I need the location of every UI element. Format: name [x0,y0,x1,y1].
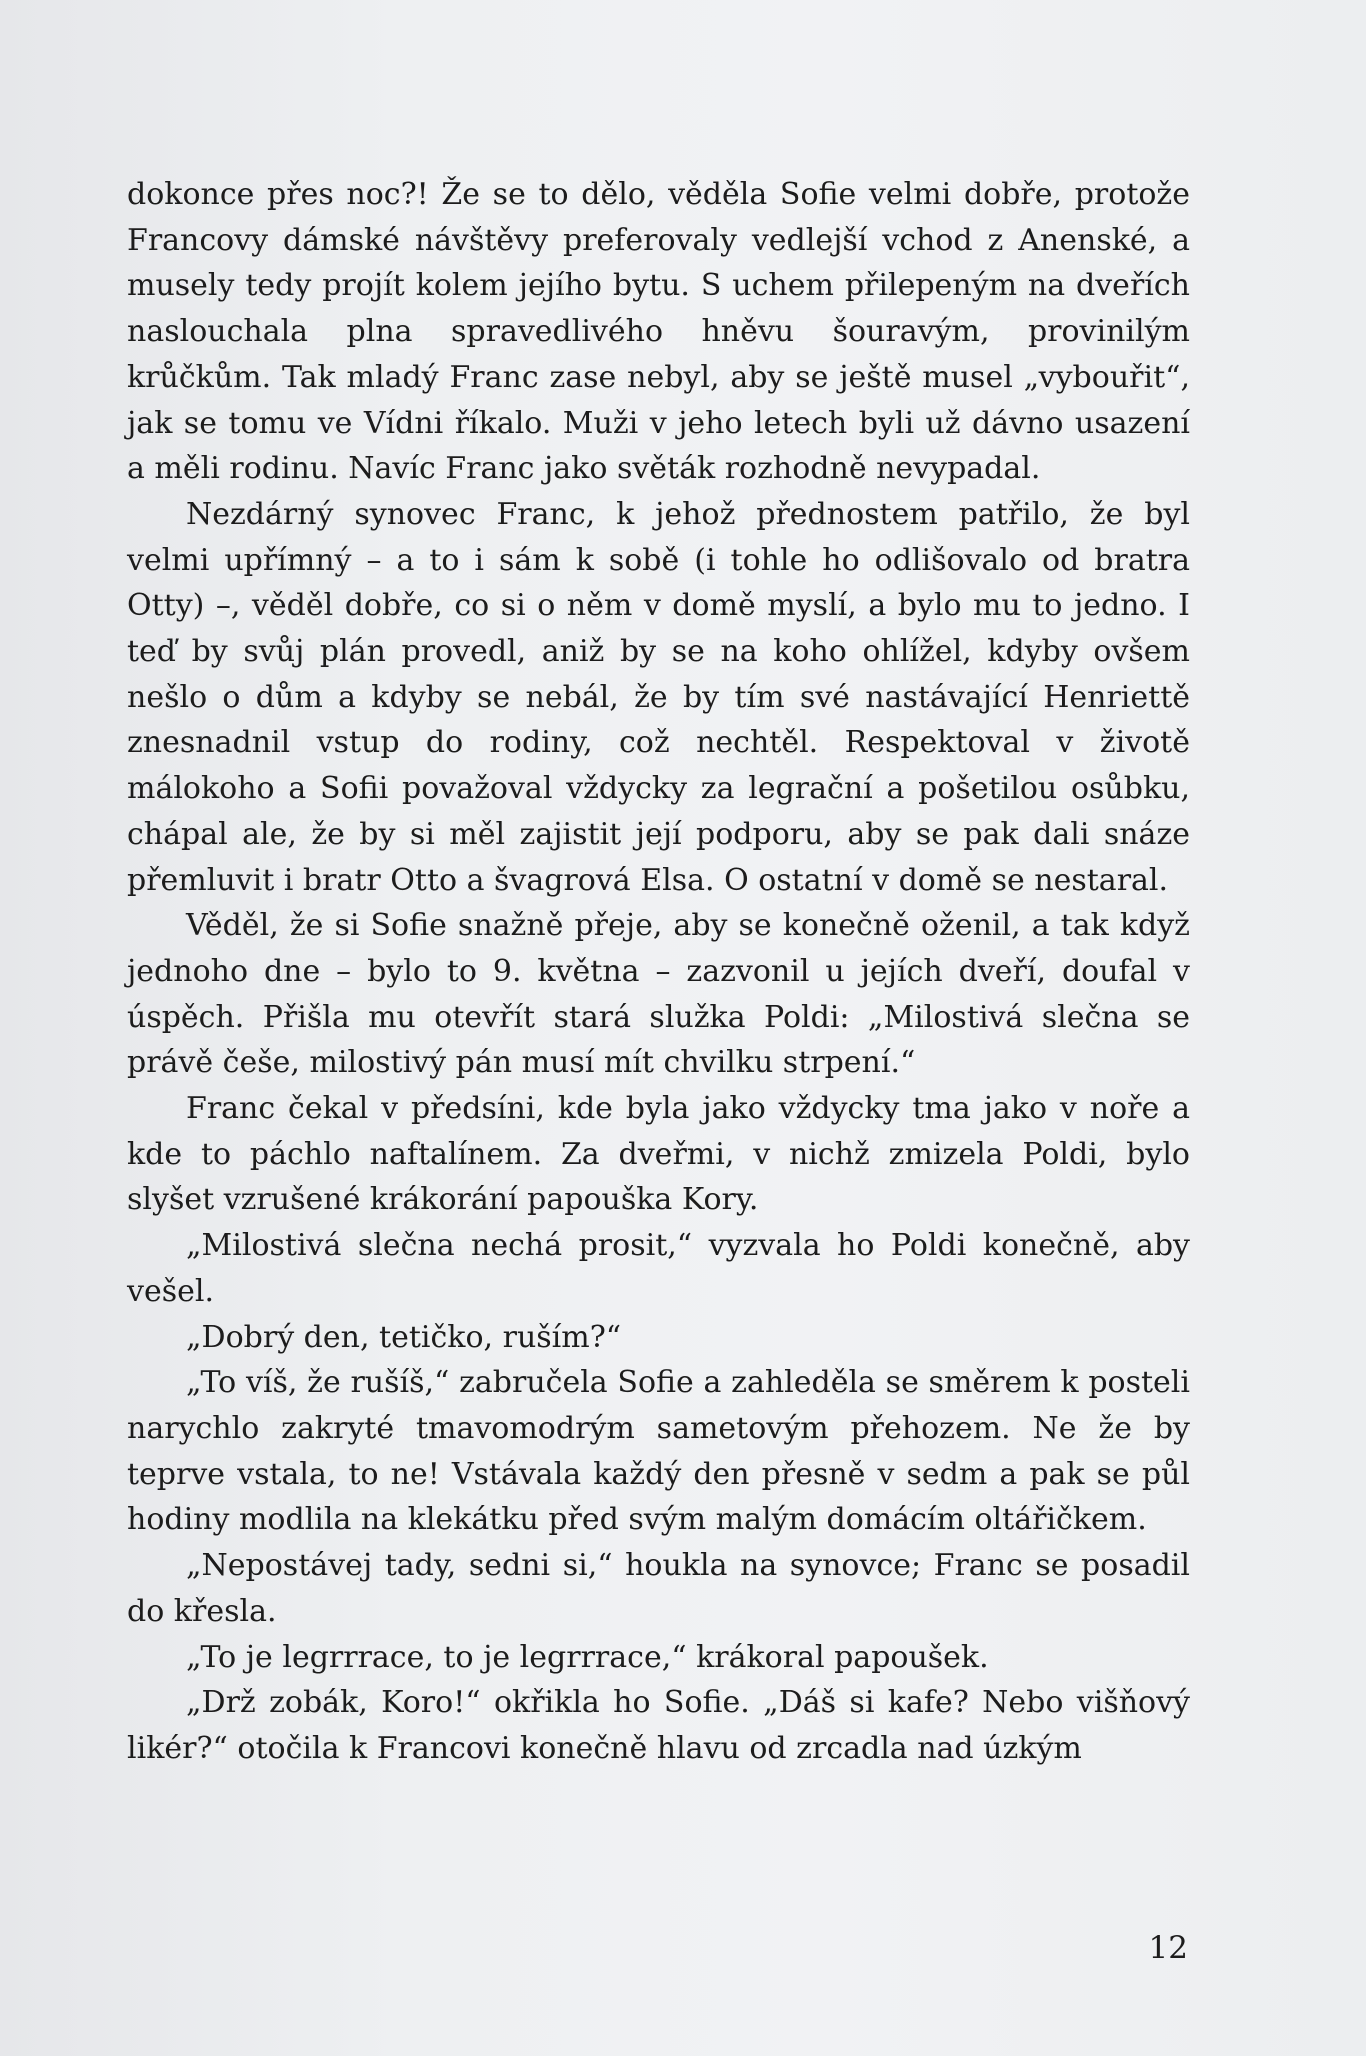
paragraph: „Dobrý den, tetičko, ruším?“ [186,1319,622,1355]
paragraph: „Drž zobák, Koro!“ okřikla ho Sofie. „Dáš si kafe? Nebo višňový likér?“ otočila k Francovi konečně hlavu od zrcadla nad úzkým [127,1685,1190,1766]
page-number: 12 [1148,1930,1188,1966]
paragraph: „Nepostávej tady, sedni si,“ houkla na synovce; Franc se posadil do křesla. [127,1548,1190,1629]
paragraph: „To je legrrrace, to je legrrrace,“ krákoral papoušek. [186,1639,989,1675]
paragraph: Franc čekal v předsíni, kde byla jako vždycky tma jako v noře a kde to páchlo naftalínem. Za dveřmi, v nichž zmizela Poldi, bylo slyšet vzrušené krákorání papouška Kory. [127,1091,1190,1218]
paragraph: Nezdárný synovec Franc, k jehož přednostem patřilo, že byl velmi upřímný – a to i sám k sobě (i tohle ho odlišovalo od bratra Otty) –, věděl dobře, co si o něm v domě myslí, a bylo mu to jedno. I teď by svůj plán provedl, aniž by se na koho ohlížel, kdyby ovšem nešlo o dům a kdyby se nebál, že by tím své nastávající Henriettě znesnadnil vstup do rodiny, což nechtěl. Respektoval v životě málokoho a Sofii považoval vždycky za legrační a pošetilou osůbku, chápal ale, že by si měl zajistit její podporu, aby se pak dali snáze přemluvit i bratr Otto a švagrová Elsa. O ostatní v domě se nestaral. [127,496,1190,898]
paragraph: „Milostivá slečna nechá prosit,“ vyzvala ho Poldi konečně, aby vešel. [127,1228,1190,1309]
paragraph: Věděl, že si Sofie snažně přeje, aby se konečně oženil, a tak když jednoho dne – bylo to 9. května – zazvonil u jejích dveří, doufal v úspěch. Přišla mu otevřít stará služka Poldi: „Milostivá slečna se právě češe, milostivý pán musí mít chvilku strpení.“ [127,908,1190,1081]
paragraph: „To víš, že rušíš,“ zabručela Sofie a zahleděla se směrem k posteli narychlo zakryté tmavomodrým sametovým přehozem. Ne že by teprve vstala, to ne! Vstávala každý den přesně v sedm a pak se půl hodiny modlila na klekátku před svým malým domácím oltářičkem. [127,1365,1190,1538]
paragraph: dokonce přes noc?! Že se to dělo, věděla Sofie velmi dobře, protože Francovy dámské návštěvy preferovaly vedlejší vchod z Anenské, a musely tedy projít kolem jejího bytu. S uchem přilepeným na dveřích naslouchala plna spravedlivého hněvu šouravým, provinilým krůčkům. Tak mladý Franc zase nebyl, aby se ještě musel „vybouřit“, jak se tomu ve Vídni říkalo. Muži v jeho letech byli už dávno usazení a měli rodinu. Navíc Franc jako světák rozhodně nevypadal. [127,177,1190,487]
body-text [127,172,1190,1772]
